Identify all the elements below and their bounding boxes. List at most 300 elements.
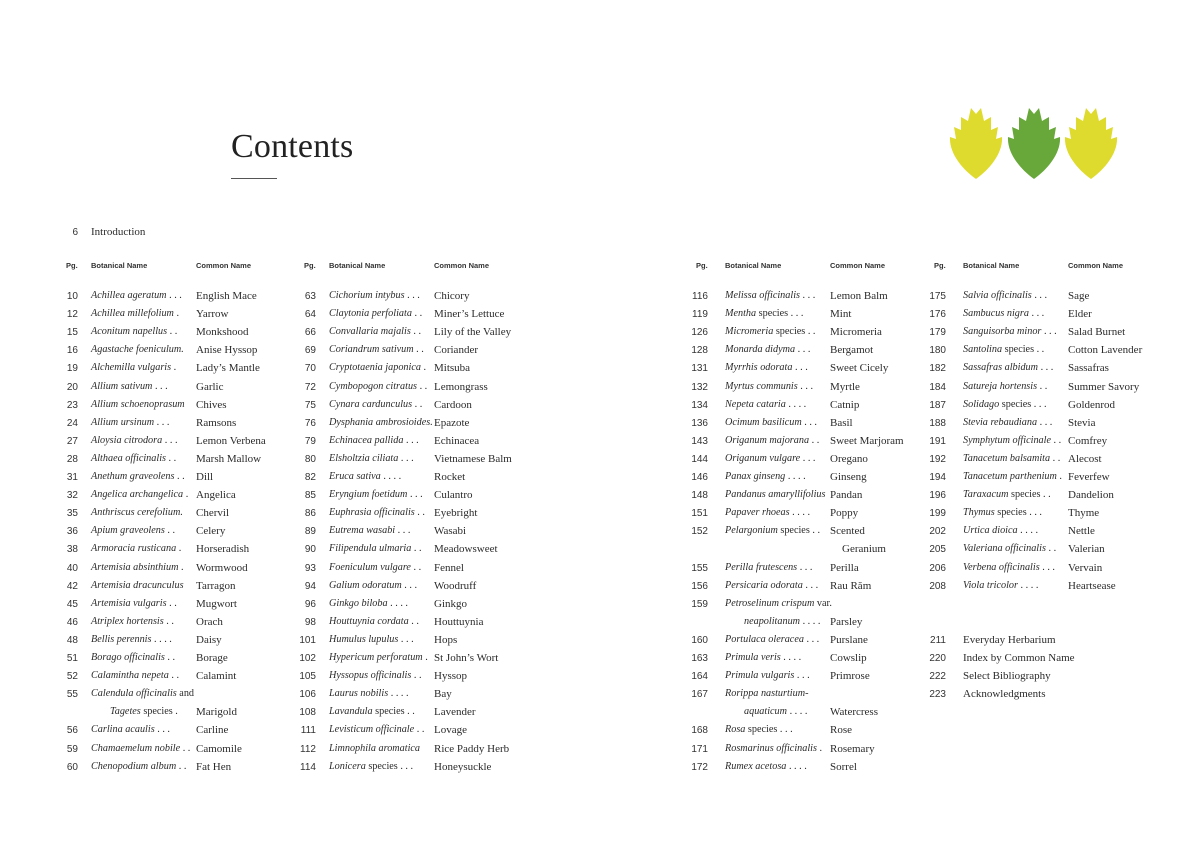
leaves-icon — [948, 103, 1120, 181]
botanical-name: Calendula officinalis and — [91, 688, 195, 700]
common-name: Thyme — [1068, 507, 1100, 520]
page-number: 114 — [300, 761, 316, 773]
leaf-ornament — [948, 103, 1120, 181]
botanical-name: neapolitanum . . . . — [744, 615, 821, 627]
botanical-name: aquaticum . . . . — [744, 706, 808, 718]
page-number: 19 — [66, 363, 78, 375]
page-number: 63 — [304, 291, 316, 302]
page-number: 206 — [929, 562, 946, 574]
common-name: Pandan — [830, 489, 863, 502]
botanical-name: Hyssopus officinalis . . — [329, 670, 422, 682]
back-matter-label: Acknowledgments — [963, 688, 1046, 701]
botanical-name: Coriandrum sativum . . — [329, 344, 424, 356]
page-number: 35 — [66, 508, 78, 520]
botanical-name: Carlina acaulis . . . — [91, 724, 170, 736]
botanical-name: Cichorium intybus . . . — [329, 290, 420, 301]
common-name: Daisy — [196, 633, 222, 646]
page-number: 202 — [929, 526, 946, 538]
page-number: 60 — [66, 761, 78, 773]
botanical-name: Pelargonium species . . — [725, 525, 820, 537]
botanical-name: Allium schoenoprasum — [91, 398, 185, 410]
common-name: Lemon Balm — [830, 290, 888, 302]
common-name: Calamint — [196, 670, 237, 683]
botanical-name: Althaea officinalis . . — [91, 452, 177, 464]
leaf-green-center-icon — [1008, 108, 1060, 179]
botanical-name: Convallaria majalis . . — [329, 326, 421, 338]
common-name: Hyssop — [434, 670, 468, 683]
page-number: 211 — [930, 634, 946, 646]
header-pg: Pg. — [304, 261, 316, 270]
botanical-name: Achillea ageratum . . . — [91, 290, 182, 301]
page-number: 134 — [691, 399, 708, 411]
common-name: Rau Răm — [830, 579, 872, 592]
common-name: Garlic — [196, 380, 224, 393]
botanical-name: Viola tricolor . . . . — [963, 579, 1039, 591]
page-number: 64 — [304, 309, 316, 321]
page-number: 167 — [691, 689, 708, 701]
page-number: 36 — [66, 526, 78, 538]
botanical-name: Alchemilla vulgaris . — [91, 362, 177, 374]
botanical-name: Petroselinum crispum var. — [725, 597, 832, 609]
common-name: Echinacea — [434, 434, 480, 447]
page-number: 131 — [691, 363, 708, 375]
page-number: 66 — [304, 327, 316, 339]
botanical-name: Micromeria species . . — [725, 326, 816, 338]
common-name: Woodruff — [434, 579, 477, 592]
page-number: 45 — [66, 598, 78, 610]
botanical-name: Allium ursinum . . . — [91, 416, 170, 428]
common-name: Salad Burnet — [1068, 326, 1126, 339]
botanical-name: Agastache foeniculum. — [91, 344, 184, 356]
common-name: Ramsons — [196, 416, 237, 429]
botanical-name: Calamintha nepeta . . — [91, 670, 180, 682]
page-number: 152 — [691, 526, 708, 538]
page-number: 16 — [66, 345, 78, 357]
page-number: 143 — [691, 435, 708, 447]
page-number: 96 — [304, 598, 316, 610]
page-number: 46 — [66, 616, 78, 628]
botanical-name: Sassafras albidum . . . — [963, 362, 1054, 374]
common-name: Celery — [196, 525, 226, 538]
common-name: Goldenrod — [1068, 398, 1116, 411]
botanical-name: Galium odoratum . . . — [329, 579, 418, 591]
header-common-name: Common Name — [830, 261, 886, 270]
common-name: Sweet Cicely — [830, 362, 889, 375]
page-number: 144 — [691, 453, 708, 465]
header-botanical-name: Botanical Name — [329, 261, 386, 270]
common-name: Myrtle — [830, 380, 860, 393]
botanical-name: Salvia officinalis . . . — [963, 290, 1048, 301]
botanical-name: Aloysia citrodora . . . — [91, 434, 178, 446]
botanical-name: Verbena officinalis . . . — [963, 561, 1055, 573]
botanical-name: Origanum majorana . . — [725, 434, 820, 446]
common-name: English Mace — [196, 290, 257, 302]
page-number: 194 — [929, 472, 946, 483]
botanical-name: Symphytum officinale . . — [963, 434, 1062, 446]
header-common-name: Common Name — [1068, 261, 1124, 270]
common-name: Horseradish — [196, 543, 250, 556]
common-name: Nettle — [1068, 525, 1095, 538]
common-name: Angelica — [196, 489, 236, 502]
page-number: 40 — [66, 562, 78, 574]
common-name: Sorrel — [830, 760, 857, 773]
page-number: 196 — [929, 490, 946, 502]
page-number: 85 — [304, 490, 316, 502]
page-number: 164 — [691, 671, 708, 683]
botanical-name: Melissa officinalis . . . — [725, 290, 816, 301]
back-matter-label: Index by Common Name — [963, 652, 1075, 664]
page-number: 163 — [691, 653, 708, 664]
common-name: Lily of the Valley — [434, 326, 512, 339]
page-number: 119 — [692, 309, 708, 321]
page-title: Contents — [231, 128, 354, 165]
page-number: 72 — [304, 381, 316, 393]
header-pg: Pg. — [696, 261, 708, 270]
common-name: Fat Hen — [196, 760, 232, 773]
botanical-name: Monarda didyma . . . — [725, 344, 811, 356]
botanical-name: Tanacetum parthenium . — [963, 471, 1062, 482]
common-name: St John’s Wort — [434, 652, 499, 664]
common-name: Carline — [196, 724, 229, 737]
common-name: Catnip — [830, 398, 860, 411]
page-number: 38 — [66, 544, 78, 556]
common-name: Culantro — [434, 489, 473, 502]
common-name: Hops — [434, 633, 458, 646]
botanical-name: Rosmarinus officinalis . — [725, 742, 823, 754]
botanical-name: Artemisia absinthium . — [91, 561, 184, 573]
botanical-name: Elsholtzia ciliata . . . — [329, 452, 414, 464]
common-name: Mint — [830, 308, 852, 321]
header-common-name: Common Name — [196, 261, 252, 270]
botanical-name: Taraxacum species . . — [963, 489, 1051, 501]
common-name: Stevia — [1068, 416, 1096, 429]
common-name: Wormwood — [196, 561, 248, 574]
page-number: 132 — [691, 381, 708, 393]
common-name: Epazote — [434, 416, 470, 429]
page-number: 191 — [929, 435, 946, 447]
page-number: 192 — [929, 453, 946, 465]
botanical-name: Lonicera species . . . — [329, 760, 414, 772]
botanical-name: Thymus species . . . — [963, 507, 1042, 519]
page-number: 82 — [304, 472, 316, 483]
title-underline — [231, 178, 277, 179]
botanical-name: Foeniculum vulgare . . — [329, 561, 422, 573]
common-name: Summer Savory — [1068, 380, 1140, 393]
page-number: 111 — [300, 725, 316, 737]
botanical-name: Apium graveolens . . — [91, 525, 176, 537]
common-name: Sweet Marjoram — [830, 434, 904, 447]
botanical-name: Perilla frutescens . . . — [725, 561, 813, 573]
common-name: Orach — [196, 615, 223, 628]
botanical-name: Rorippa nasturtium- — [725, 688, 809, 700]
page-number: 136 — [691, 417, 708, 429]
header-pg: Pg. — [934, 261, 946, 270]
page-number: 86 — [304, 508, 316, 520]
common-name: Dill — [196, 471, 214, 483]
botanical-name: Bellis perennis . . . . — [91, 633, 172, 645]
botanical-name: Santolina species . . — [963, 344, 1045, 356]
botanical-name: Levisticum officinale . . — [329, 724, 425, 736]
botanical-name: Chenopodium album . . — [91, 760, 187, 772]
botanical-name: Limnophila aromatica — [329, 742, 421, 754]
botanical-name: Armoracia rusticana . — [91, 543, 182, 555]
page-number: 102 — [299, 653, 316, 664]
common-name: Chicory — [434, 290, 470, 302]
botanical-name: Papaver rhoeas . . . . — [725, 507, 810, 519]
botanical-name: Borago officinalis . . — [91, 652, 176, 663]
botanical-name: Allium sativum . . . — [91, 380, 168, 392]
page-number: 205 — [929, 544, 946, 556]
common-name: Miner’s Lettuce — [434, 308, 505, 321]
botanical-name: Ginkgo biloba . . . . — [329, 597, 408, 609]
botanical-name: Primula vulgaris . . . — [725, 670, 810, 682]
page-number: 24 — [66, 417, 78, 429]
botanical-name: Mentha species . . . — [725, 308, 804, 320]
page-number: 105 — [299, 671, 316, 683]
page-number: 146 — [691, 472, 708, 483]
common-name: Scented — [830, 525, 865, 538]
page-number: 182 — [929, 363, 946, 375]
botanical-name: Myrtus communis . . . — [725, 380, 814, 392]
common-name: Micromeria — [830, 326, 882, 339]
header-botanical-name: Botanical Name — [91, 261, 148, 270]
page-number: 75 — [304, 399, 316, 411]
header-pg: Pg. — [66, 261, 78, 270]
intro-page-number: 6 — [72, 227, 78, 238]
page-number: 70 — [304, 363, 316, 375]
common-name: Watercress — [830, 706, 878, 719]
botanical-name: Artemisia vulgaris . . — [91, 597, 177, 609]
common-name: Cotton Lavender — [1068, 344, 1143, 357]
intro-label: Introduction — [91, 226, 146, 238]
page-number: 42 — [66, 580, 78, 592]
page-number: 20 — [66, 381, 78, 393]
page-number: 222 — [929, 671, 946, 683]
page-number: 156 — [691, 580, 708, 592]
common-name: Honeysuckle — [434, 760, 492, 773]
page-number: 12 — [66, 309, 78, 321]
page-number: 23 — [66, 399, 78, 411]
botanical-name: Urtica dioica . . . . — [963, 525, 1038, 537]
page-number: 106 — [299, 689, 316, 701]
botanical-name: Eutrema wasabi . . . — [329, 525, 411, 537]
common-name: Parsley — [830, 615, 863, 628]
common-name: Tarragon — [196, 579, 236, 592]
common-name: Meadowsweet — [434, 543, 498, 556]
botanical-name: Rumex acetosa . . . . — [725, 760, 807, 772]
common-name: Marigold — [196, 706, 237, 719]
botanical-name: Claytonia perfoliata . . — [329, 308, 423, 320]
common-name: Anise Hyssop — [196, 344, 258, 357]
botanical-name: Eryngium foetidum . . . — [329, 489, 423, 501]
botanical-name: Chamaemelum nobile . . — [91, 742, 191, 754]
header-common-name: Common Name — [434, 261, 490, 270]
page-number: 188 — [929, 417, 946, 429]
back-matter-label: Select Bibliography — [963, 670, 1051, 683]
leaf-yellow-left-icon — [950, 108, 1002, 179]
botanical-name: Artemisia dracunculus — [91, 579, 184, 591]
common-name: Marsh Mallow — [196, 452, 262, 465]
common-name: Rocket — [434, 471, 466, 483]
botanical-name: Rosa species . . . — [725, 724, 793, 736]
page-number: 69 — [304, 345, 316, 357]
common-name: Primrose — [830, 670, 870, 683]
page-number: 56 — [66, 725, 78, 737]
page-number: 98 — [304, 616, 316, 628]
botanical-name: Eruca sativa . . . . — [329, 471, 402, 482]
page-number: 80 — [304, 453, 316, 465]
botanical-name: Stevia rebaudiana . . . — [963, 416, 1053, 428]
common-name: Chives — [196, 398, 227, 411]
botanical-name: Solidago species . . . — [963, 398, 1047, 410]
page-number: 93 — [304, 562, 316, 574]
common-name: Cowslip — [830, 652, 867, 664]
page-number: 160 — [691, 634, 708, 646]
common-name: Ginseng — [830, 471, 867, 483]
common-name: Fennel — [434, 561, 464, 574]
page-number: 220 — [929, 653, 946, 664]
page-number: 199 — [929, 508, 946, 520]
page-number: 55 — [66, 689, 78, 701]
common-name: Ginkgo — [434, 597, 467, 610]
common-name: Feverfew — [1068, 471, 1110, 483]
common-name: Purslane — [830, 633, 868, 646]
botanical-name: Angelica archangelica . — [91, 489, 189, 501]
botanical-name: Dysphania ambrosioides. — [329, 416, 433, 428]
botanical-name: Tanacetum balsamita . . — [963, 452, 1061, 464]
common-name: Perilla — [830, 561, 859, 574]
common-name: Lovage — [434, 724, 467, 737]
common-name: Rice Paddy Herb — [434, 742, 510, 755]
common-name: Camomile — [196, 742, 242, 755]
botanical-name: Origanum vulgare . . . — [725, 452, 816, 464]
page-number: 155 — [691, 562, 708, 574]
common-name: Lavender — [434, 706, 476, 719]
botanical-name: Portulaca oleracea . . . — [725, 633, 820, 645]
botanical-name: Euphrasia officinalis . . — [329, 507, 425, 519]
page-number: 187 — [929, 399, 946, 411]
common-name: Valerian — [1068, 543, 1105, 556]
common-name: Oregano — [830, 452, 868, 465]
common-name: Lemongrass — [434, 380, 488, 393]
page-number: 101 — [299, 634, 316, 646]
botanical-name: Tagetes species . — [110, 706, 178, 718]
page-number: 59 — [66, 743, 78, 755]
page-number: 108 — [299, 707, 316, 719]
page-number: 32 — [66, 490, 78, 502]
botanical-name: Cynara cardunculus . . — [329, 398, 423, 410]
page-number: 79 — [304, 435, 316, 447]
botanical-name: Aconitum napellus . . — [91, 326, 178, 338]
back-matter-label: Everyday Herbarium — [963, 633, 1056, 646]
botanical-name: Atriplex hortensis . . — [91, 615, 174, 627]
page-number: 31 — [66, 472, 78, 483]
page-number: 208 — [929, 580, 946, 592]
page-number: 89 — [304, 526, 316, 538]
botanical-name: Hypericum perforatum . — [329, 652, 428, 663]
common-name: Coriander — [434, 344, 478, 357]
botanical-name: Satureja hortensis . . — [963, 380, 1048, 392]
botanical-name: Persicaria odorata . . . — [725, 579, 819, 591]
common-name: Geranium — [842, 543, 886, 556]
common-name: Heartsease — [1068, 579, 1116, 592]
page-number: 76 — [304, 417, 316, 429]
botanical-name: Myrrhis odorata . . . — [725, 362, 808, 374]
botanical-name: Ocimum basilicum . . . — [725, 416, 817, 428]
common-name: Lemon Verbena — [196, 434, 266, 447]
page-number: 128 — [691, 345, 708, 357]
page-number: 10 — [66, 291, 78, 302]
page-number: 27 — [66, 435, 78, 447]
botanical-name: Primula veris . . . . — [725, 652, 802, 663]
botanical-name: Panax ginseng . . . . — [725, 471, 806, 482]
botanical-name: Houttuynia cordata . . — [329, 615, 419, 627]
page-number: 15 — [66, 327, 78, 339]
page-number: 112 — [300, 743, 316, 755]
botanical-name: Cryptotaenia japonica . — [329, 362, 427, 374]
page-number: 151 — [691, 508, 708, 520]
common-name: Borage — [196, 652, 228, 664]
common-name: Vervain — [1068, 561, 1103, 574]
page-number: 48 — [66, 634, 78, 646]
botanical-name: Anethum graveolens . . — [91, 471, 185, 482]
common-name: Bay — [434, 688, 452, 701]
botanical-name: Cymbopogon citratus . . — [329, 380, 428, 392]
page-number: 176 — [929, 309, 946, 321]
page-number: 175 — [929, 291, 946, 302]
page-number: 223 — [929, 689, 946, 701]
botanical-name: Valeriana officinalis . . — [963, 543, 1057, 555]
common-name: Sage — [1068, 290, 1090, 302]
common-name: Elder — [1068, 308, 1092, 321]
page-number: 172 — [691, 761, 708, 773]
botanical-name: Laurus nobilis . . . . — [329, 688, 409, 700]
leaf-yellow-right-icon — [1065, 108, 1117, 179]
common-name: Houttuynia — [434, 615, 484, 628]
botanical-name: Echinacea pallida . . . — [329, 434, 419, 446]
botanical-name: Achillea millefolium . — [91, 308, 179, 320]
introduction-entry[interactable] — [60, 226, 146, 238]
page-number: 148 — [691, 490, 708, 502]
common-name: Wasabi — [434, 525, 467, 538]
botanical-name: Sanguisorba minor . . . — [963, 326, 1057, 338]
page-number: 179 — [929, 327, 946, 339]
page-number: 116 — [692, 291, 708, 302]
header-botanical-name: Botanical Name — [963, 261, 1020, 270]
page-number: 159 — [691, 598, 708, 610]
common-name: Chervil — [196, 507, 229, 520]
common-name: Bergamot — [830, 344, 874, 357]
header-botanical-name: Botanical Name — [725, 261, 782, 270]
botanical-name: Pandanus amaryllifolius — [725, 489, 826, 501]
page-number: 51 — [66, 653, 78, 664]
common-name: Yarrow — [196, 308, 229, 321]
botanical-name: Sambucus nigra . . . — [963, 308, 1045, 320]
common-name: Dandelion — [1068, 489, 1114, 502]
page-number: 171 — [691, 743, 708, 755]
common-name: Sassafras — [1068, 362, 1109, 375]
page-number: 90 — [304, 544, 316, 556]
page-number: 94 — [304, 580, 316, 592]
common-name: Eyebright — [434, 507, 478, 520]
common-name: Rosemary — [830, 742, 875, 755]
page-number: 28 — [66, 453, 78, 465]
common-name: Monkshood — [196, 326, 249, 339]
page-number: 168 — [691, 725, 708, 737]
page-number: 180 — [929, 345, 946, 357]
botanical-name: Humulus lupulus . . . — [329, 633, 414, 645]
botanical-name: Lavandula species . . — [329, 706, 415, 718]
